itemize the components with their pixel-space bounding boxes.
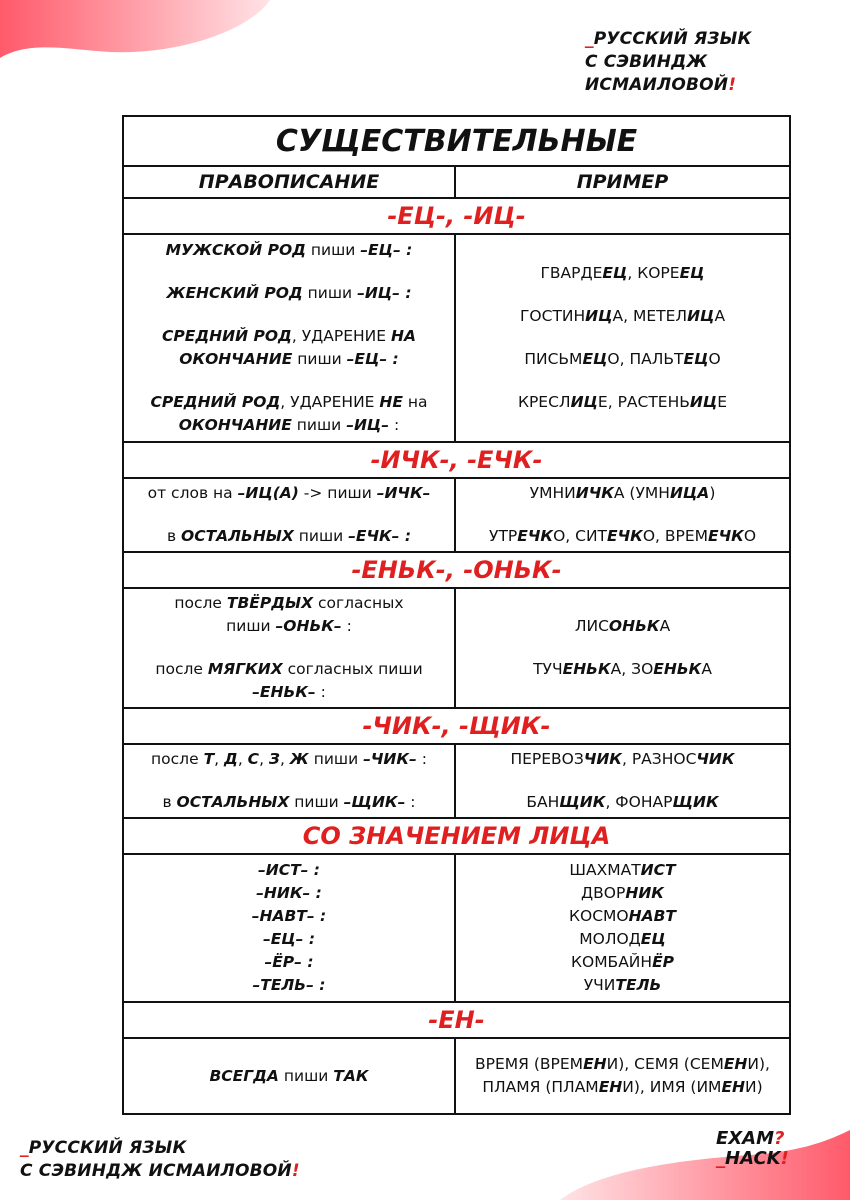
brand-logo-bottom: _РУССКИЙ ЯЗЫК С СЭВИНДЖ ИСМАИЛОВОЙ! bbox=[20, 1138, 300, 1181]
person-example: МОЛОДЕЦ bbox=[579, 930, 666, 948]
example-ec-ic: ГВАРДЕЕЦ, КОРЕЕЦ ГОСТИНИЦА, МЕТЕЛИЦА ПИСЬМЕЦО, ПАЛЬТЕЦО КРЕСЛИЦЕ, РАСТЕНЬИЦЕ bbox=[455, 234, 790, 442]
suffix-item: –НАВТ– : bbox=[251, 907, 327, 925]
suffix-item: –ЕЦ– : bbox=[262, 930, 316, 948]
rule-person-suffixes bbox=[123, 854, 455, 1002]
suffix-item: –ЁР– : bbox=[264, 953, 314, 971]
table-title: СУЩЕСТВИТЕЛЬНЫЕ bbox=[123, 116, 790, 166]
rule-ec-ic: МУЖСКОЙ РОД пиши –ЕЦ– : ЖЕНСКИЙ РОД пиши –ИЦ– : СРЕДНИЙ РОД, УДАРЕНИЕ НА ОКОНЧАНИЕ пиши –ЕЦ– : СРЕДНИЙ РОД, УДАРЕНИЕ НЕ на ОКОНЧАНИЕ пиши –ИЦ– : bbox=[123, 234, 455, 442]
example-en: ВРЕМЯ (ВРЕМЕНИ), СЕМЯ (СЕМЕНИ), ПЛАМЯ (ПЛАМЕНИ), ИМЯ (ИМЕНИ) bbox=[455, 1038, 790, 1114]
brand-logo-top: _РУССКИЙ ЯЗЫК С СЭВИНДЖ ИСМАИЛОВОЙ! bbox=[585, 29, 752, 95]
rule-chik-shchik: после Т, Д, С, З, Ж пиши –ЧИК– : в ОСТАЛЬНЫХ пиши –ЩИК– : bbox=[123, 744, 455, 818]
person-example: КОМБАЙНЁР bbox=[570, 953, 675, 971]
nouns-spelling-table bbox=[122, 115, 791, 1115]
example-chik-shchik: ПЕРЕВОЗЧИК, РАЗНОСЧИК БАНЩИК, ФОНАРЩИК bbox=[455, 744, 790, 818]
examhack-logo: EXAM? _HACK! bbox=[716, 1128, 789, 1169]
section-en-heading: -ЕН- bbox=[123, 1002, 790, 1038]
section-ichk-echk-heading: -ИЧК-, -ЕЧК- bbox=[123, 442, 790, 478]
section-person-heading: СО ЗНАЧЕНИЕМ ЛИЦА bbox=[123, 818, 790, 854]
person-example: ШАХМАТИСТ bbox=[569, 861, 676, 879]
section-ec-ic-heading: -ЕЦ-, -ИЦ- bbox=[123, 198, 790, 234]
example-person bbox=[455, 854, 790, 1002]
section-chik-shchik-heading: -ЧИК-, -ЩИК- bbox=[123, 708, 790, 744]
rule-ichk-echk: от слов на –ИЦ(А) -> пиши –ИЧК– в ОСТАЛЬНЫХ пиши –ЕЧК– : bbox=[123, 478, 455, 552]
header-example: ПРИМЕР bbox=[455, 166, 790, 198]
person-example: УЧИТЕЛЬ bbox=[583, 976, 662, 994]
example-ichk-echk: УМНИИЧКА (УМНИЦА) УТРЕЧКО, СИТЕЧКО, ВРЕМЕЧКО bbox=[455, 478, 790, 552]
example-enk-onk: ЛИСОНЬКА ТУЧЕНЬКА, ЗОЕНЬКА bbox=[455, 588, 790, 708]
suffix-item: –ТЕЛЬ– : bbox=[252, 976, 326, 994]
top-left-blob bbox=[0, 0, 280, 60]
rule-en: ВСЕГДА пиши ТАК bbox=[123, 1038, 455, 1114]
rule-enk-onk: после ТВЁРДЫХ согласных пиши –ОНЬК– : после МЯГКИХ согласных пиши –ЕНЬК– : bbox=[123, 588, 455, 708]
suffix-item: –ИСТ– : bbox=[257, 861, 320, 879]
section-enk-onk-heading: -ЕНЬК-, -ОНЬК- bbox=[123, 552, 790, 588]
bottom-right-blob bbox=[560, 1130, 850, 1200]
header-spelling: ПРАВОПИСАНИЕ bbox=[123, 166, 455, 198]
person-example: КОСМОНАВТ bbox=[569, 907, 676, 925]
suffix-item: –НИК– : bbox=[256, 884, 322, 902]
person-example: ДВОРНИК bbox=[581, 884, 664, 902]
